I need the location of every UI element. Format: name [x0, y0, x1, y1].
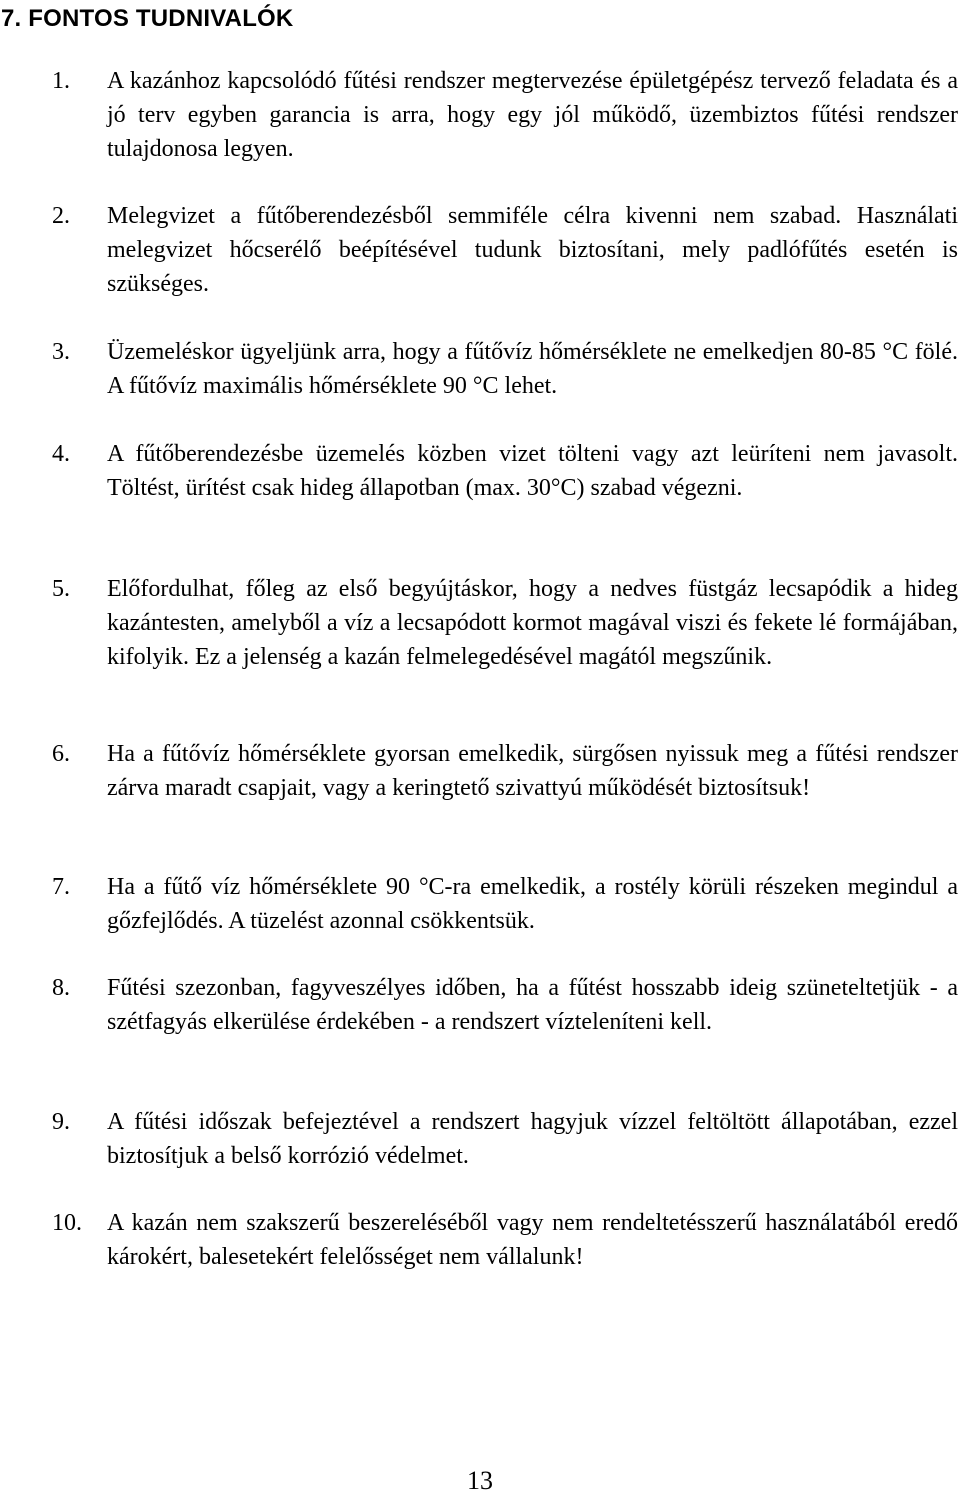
- section-heading: 7. FONTOS TUDNIVALÓK: [1, 5, 294, 32]
- item-number: 7.: [52, 874, 70, 900]
- item-text: Üzemeléskor ügyeljünk arra, hogy a fűtővíz hőmérséklete ne emelkedjen 80-85 °C fölé. A fűtővíz maximális hőmérséklete 90 °C lehet.: [107, 339, 958, 399]
- item-number: 10.: [52, 1210, 82, 1236]
- item-text: Fűtési szezonban, fagyveszélyes időben, ha a fűtést hosszabb ideig szüneteltetjük - a szétfagyás elkerülése érdekében - a rendszert vízteleníteni kell.: [107, 975, 958, 1035]
- item-text: Ha a fűtő víz hőmérséklete 90 °C-ra emelkedik, a rostély körüli részeken megindul a gőzfejlődés. A tüzelést azonnal csökkentsük.: [107, 874, 958, 934]
- item-number: 8.: [52, 975, 70, 1001]
- item-text: A fűtőberendezésbe üzemelés közben vizet tölteni vagy azt leüríteni nem javasolt. Töltést, ürítést csak hideg állapotban (max. 30°C) szabad végezni.: [107, 441, 958, 501]
- item-text: Ha a fűtővíz hőmérséklete gyorsan emelkedik, sürgősen nyissuk meg a fűtési rendszer zárva maradt csapjait, vagy a keringtető szivattyú működését biztosítsuk!: [107, 741, 958, 801]
- item-number: 9.: [52, 1109, 70, 1135]
- page-number: 13: [467, 1466, 493, 1495]
- item-text: Melegvizet a fűtőberendezésből semmiféle célra kivenni nem szabad. Használati melegvizet hőcserélő beépítésével tudunk biztosítani, mely padlófűtés esetén is szükséges.: [107, 203, 958, 297]
- item-text: Előfordulhat, főleg az első begyújtáskor, hogy a nedves füstgáz lecsapódik a hideg kazántesten, amelyből a víz a lecsapódott kormot magával viszi és fekete lé formájában, kifolyik. Ez a jelenség a kazán felmelegedésével magától megszűnik.: [107, 576, 958, 670]
- item-number: 4.: [52, 441, 70, 467]
- item-number: 2.: [52, 203, 70, 229]
- item-text: A kazán nem szakszerű beszereléséből vagy nem rendeltetésszerű használatából eredő károkért, balesetekért felelősséget nem vállalunk!: [107, 1210, 958, 1270]
- item-text: A fűtési időszak befejeztével a rendszert hagyjuk vízzel feltöltött állapotában, ezzel biztosítjuk a belső korrózió védelmet.: [107, 1109, 958, 1169]
- item-number: 1.: [52, 68, 70, 94]
- item-number: 6.: [52, 741, 70, 767]
- item-number: 5.: [52, 576, 70, 602]
- item-text: A kazánhoz kapcsolódó fűtési rendszer megtervezése épületgépész tervező feladata és a jó terv egyben garancia is arra, hogy egy jól működő, üzembiztos fűtési rendszer tulajdonosa legyen.: [107, 68, 958, 162]
- item-number: 3.: [52, 339, 70, 365]
